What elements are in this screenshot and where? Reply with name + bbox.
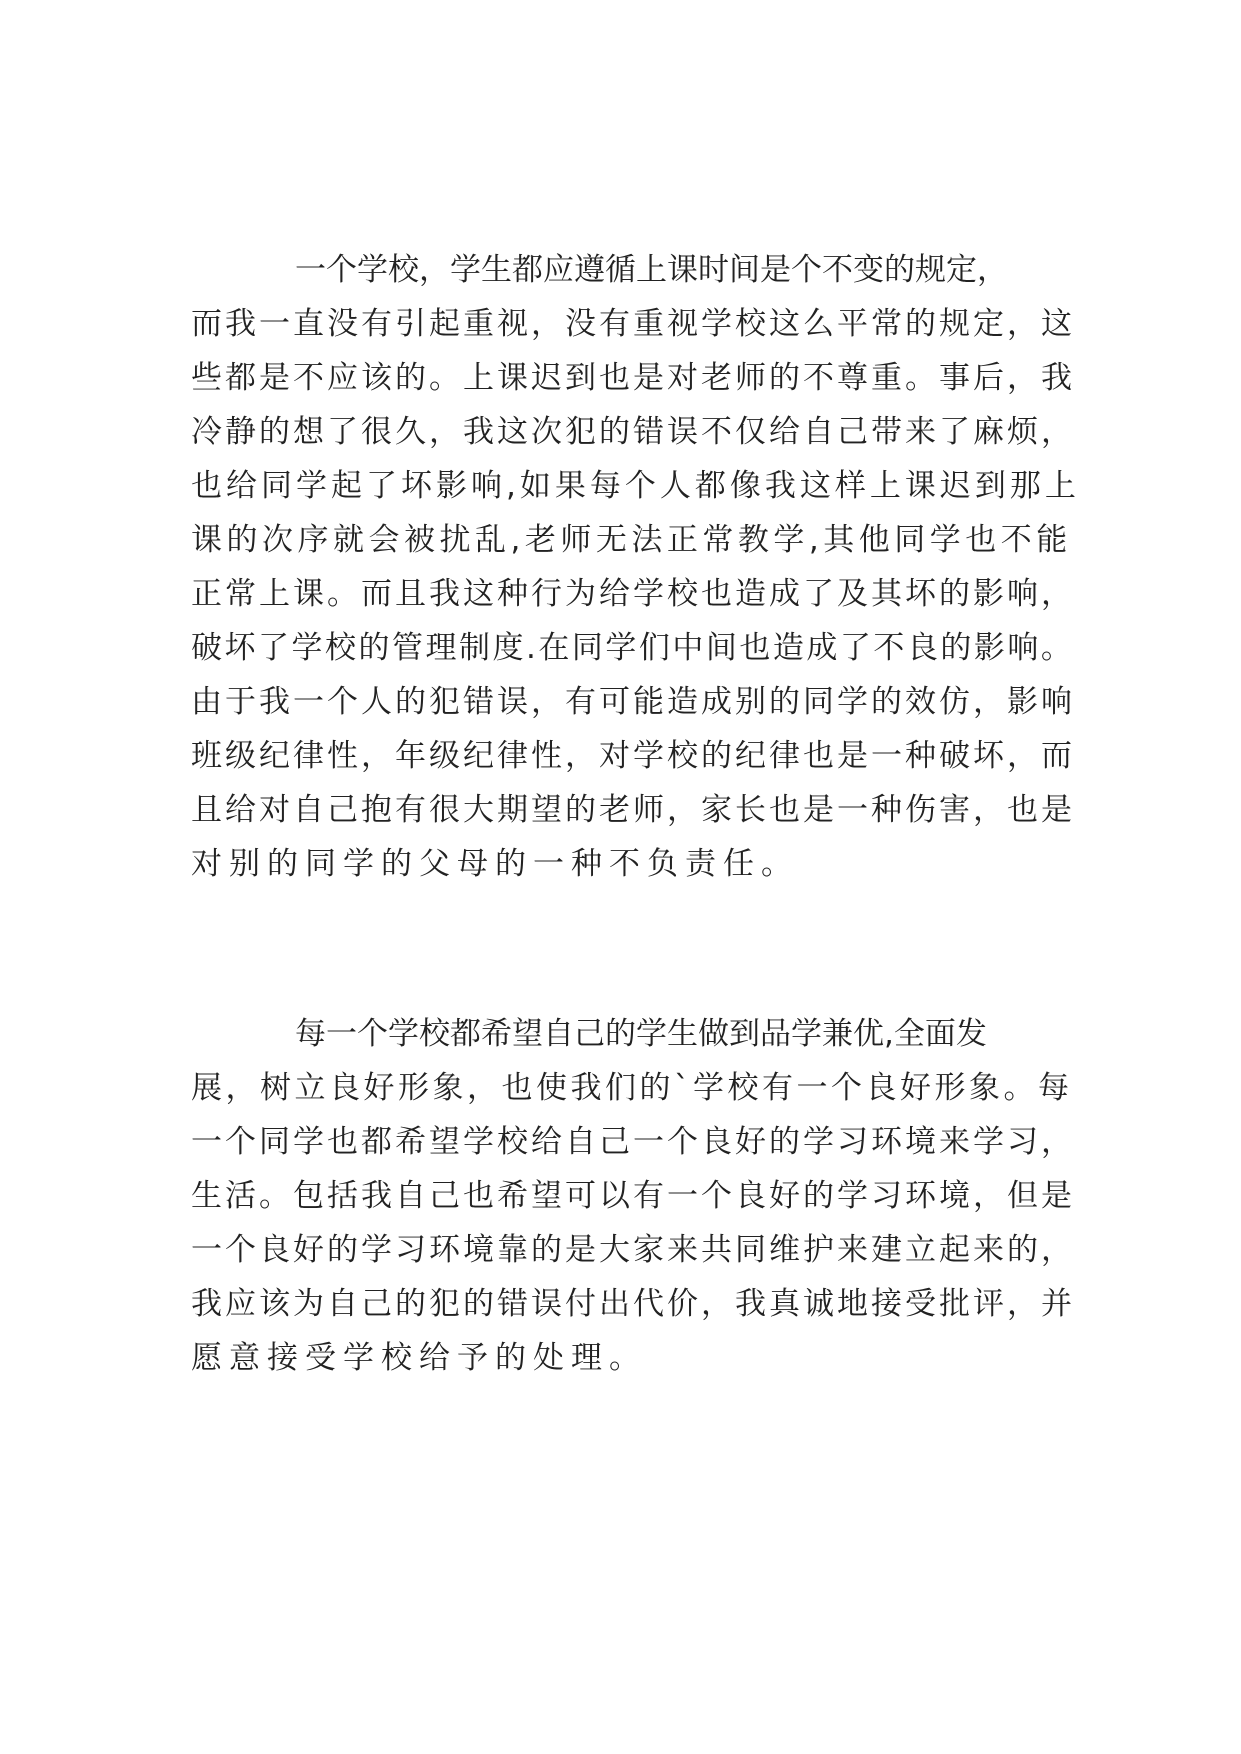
paragraph-line: 正常上课。而且我这种行为给学校也造成了及其坏的影响， — [191, 576, 1075, 612]
paragraph-line: 一个良好的学习环境靠的是大家来共同维护来建立起来的， — [191, 1232, 1075, 1268]
paragraph-line: 展，树立良好形象，也使我们的`学校有一个良好形象。每 — [191, 1070, 1073, 1106]
paragraph-line: 课的次序就会被扰乱,老师无法正常教学,其他同学也不能 — [191, 522, 1072, 558]
paragraph-line: 由于我一个人的犯错误，有可能造成别的同学的效仿，影响 — [191, 684, 1075, 720]
paragraph-line: 愿意接受学校给予的处理。 — [191, 1340, 647, 1376]
paragraph-line: 破坏了学校的管理制度.在同学们中间也造成了不良的影响。 — [191, 630, 1075, 666]
paragraph-line: 班级纪律性，年级纪律性，对学校的纪律也是一种破坏，而 — [191, 738, 1075, 774]
paragraph-line: 且给对自己抱有很大期望的老师，家长也是一种伤害，也是 — [191, 792, 1075, 828]
paragraph-line: 我应该为自己的犯的错误付出代价，我真诚地接受批评，并 — [191, 1286, 1075, 1322]
paragraph-line: 冷静的想了很久，我这次犯的错误不仅给自己带来了麻烦， — [191, 414, 1075, 450]
paragraph-line: 对别的同学的父母的一种不负责任。 — [191, 846, 799, 882]
paragraph-line: 一个同学也都希望学校给自己一个良好的学习环境来学习， — [191, 1124, 1075, 1160]
paragraph-line: 一个学校，学生都应遵循上课时间是个不变的规定， — [295, 252, 1008, 288]
paragraph-line: 每一个学校都希望自己的学生做到品学兼优,全面发 — [295, 1016, 987, 1052]
paragraph-line: 些都是不应该的。上课迟到也是对老师的不尊重。事后，我 — [191, 360, 1075, 396]
paragraph-line: 也给同学起了坏影响,如果每个人都像我这样上课迟到那上 — [191, 468, 1080, 504]
paragraph-line: 而我一直没有引起重视，没有重视学校这么平常的规定，这 — [191, 306, 1075, 342]
paragraph-line: 生活。包括我自己也希望可以有一个良好的学习环境，但是 — [191, 1178, 1075, 1214]
